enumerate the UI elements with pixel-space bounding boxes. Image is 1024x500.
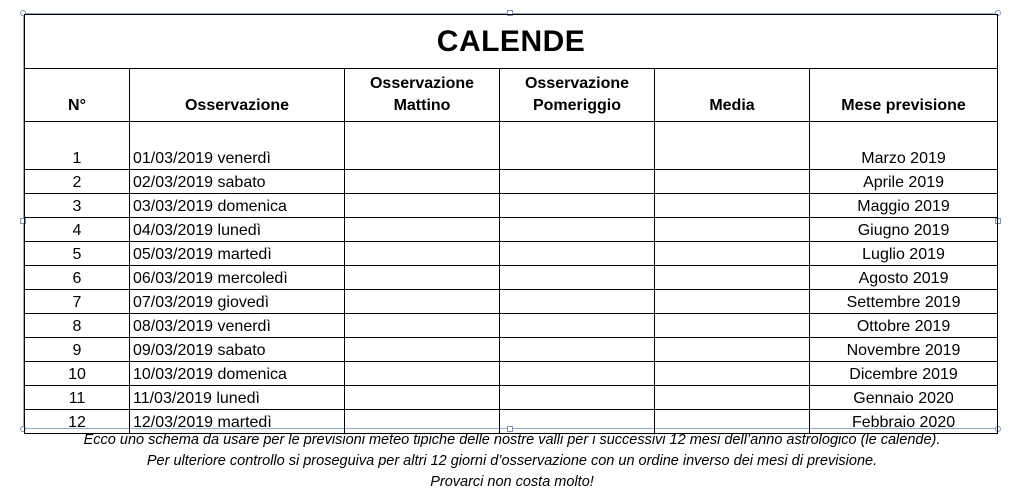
cell-observation: 09/03/2019 sabato [130,338,345,362]
note-line-1: Ecco uno schema da usare per le previsioni meteo tipiche delle nostre valli per i successivi 12 mesi dell’anno astrologico (le calende). [83,432,941,448]
cell-morning[interactable] [345,362,500,386]
cell-num: 11 [25,386,130,410]
cell-forecast-month: Febbraio 2020 [810,410,998,434]
cell-afternoon[interactable] [500,170,655,194]
spacer-cell [655,122,810,147]
cell-forecast-month: Luglio 2019 [810,242,998,266]
cell-forecast-month: Gennaio 2020 [810,386,998,410]
cell-forecast-month: Ottobre 2019 [810,314,998,338]
cell-morning[interactable] [345,194,500,218]
cell-average[interactable] [655,170,810,194]
cell-forecast-month: Novembre 2019 [810,338,998,362]
cell-afternoon[interactable] [500,218,655,242]
spacer-row [25,122,998,147]
cell-average[interactable] [655,362,810,386]
header-afternoon-line1: Osservazione [524,75,630,92]
spacer-cell [500,122,655,147]
cell-morning[interactable] [345,290,500,314]
cell-num: 9 [25,338,130,362]
cell-observation: 12/03/2019 martedì [130,410,345,434]
cell-afternoon[interactable] [500,266,655,290]
cell-num: 2 [25,170,130,194]
cell-afternoon[interactable] [500,386,655,410]
spacer-cell [25,122,130,147]
cell-afternoon[interactable] [500,242,655,266]
header-morning [345,69,500,122]
table-row [25,170,998,194]
cell-observation: 10/03/2019 domenica [130,362,345,386]
table-row [25,386,998,410]
cell-average[interactable] [655,194,810,218]
cell-morning[interactable] [345,146,500,170]
header-forecast-month: Mese previsione [810,69,998,122]
header-afternoon [500,69,655,122]
cell-average[interactable] [655,314,810,338]
cell-forecast-month: Settembre 2019 [810,290,998,314]
cell-num: 8 [25,314,130,338]
cell-observation: 11/03/2019 lunedì [130,386,345,410]
note-line-2: Per ulteriore controllo si proseguiva per altri 12 giorni d’osservazione con un ordine inverso dei mesi di previsione. [146,453,878,469]
cell-observation: 02/03/2019 sabato [130,170,345,194]
cell-observation: 01/03/2019 venerdì [130,146,345,170]
cell-observation: 08/03/2019 venerdì [130,314,345,338]
note-line-3: Provarci non costa molto! [430,474,594,490]
cell-average[interactable] [655,146,810,170]
cell-average[interactable] [655,338,810,362]
cell-afternoon[interactable] [500,290,655,314]
header-average: Media [655,69,810,122]
cell-average[interactable] [655,266,810,290]
cell-morning[interactable] [345,266,500,290]
cell-num: 10 [25,362,130,386]
header-morning-line1: Osservazione [369,75,475,92]
table-row [25,194,998,218]
cell-morning[interactable] [345,314,500,338]
cell-num: 6 [25,266,130,290]
header-num: N° [25,69,130,122]
cell-num: 7 [25,290,130,314]
cell-forecast-month: Giugno 2019 [810,218,998,242]
cell-afternoon[interactable] [500,362,655,386]
spacer-cell [130,122,345,147]
cell-average[interactable] [655,290,810,314]
header-afternoon-line2: Pomeriggio [532,97,621,114]
cell-morning[interactable] [345,218,500,242]
cell-morning[interactable] [345,386,500,410]
table-row [25,290,998,314]
cell-forecast-month: Aprile 2019 [810,170,998,194]
table-row [25,338,998,362]
cell-forecast-month: Dicembre 2019 [810,362,998,386]
cell-observation: 03/03/2019 domenica [130,194,345,218]
cell-observation: 04/03/2019 lunedì [130,218,345,242]
cell-num: 12 [25,410,130,434]
cell-morning[interactable] [345,338,500,362]
table-row [25,242,998,266]
header-morning-line2: Mattino [393,97,451,114]
cell-num: 5 [25,242,130,266]
cell-observation: 06/03/2019 mercoledì [130,266,345,290]
cell-num: 1 [25,146,130,170]
cell-average[interactable] [655,242,810,266]
spacer-cell [810,122,998,147]
header-observation: Osservazione [130,69,345,122]
notes-block [0,430,1024,493]
spacer-cell [345,122,500,147]
calende-table [24,14,998,434]
cell-observation: 07/03/2019 giovedì [130,290,345,314]
cell-afternoon[interactable] [500,146,655,170]
table-row [25,266,998,290]
cell-average[interactable] [655,218,810,242]
cell-afternoon[interactable] [500,194,655,218]
table-row [25,146,998,170]
cell-forecast-month: Marzo 2019 [810,146,998,170]
cell-average[interactable] [655,386,810,410]
table-row [25,362,998,386]
cell-forecast-month: Agosto 2019 [810,266,998,290]
table-title: CALENDE [25,15,998,69]
cell-morning[interactable] [345,242,500,266]
cell-afternoon[interactable] [500,314,655,338]
cell-morning[interactable] [345,170,500,194]
cell-observation: 05/03/2019 martedì [130,242,345,266]
cell-num: 4 [25,218,130,242]
table-row [25,314,998,338]
cell-forecast-month: Maggio 2019 [810,194,998,218]
cell-num: 3 [25,194,130,218]
table-row [25,218,998,242]
cell-afternoon[interactable] [500,338,655,362]
